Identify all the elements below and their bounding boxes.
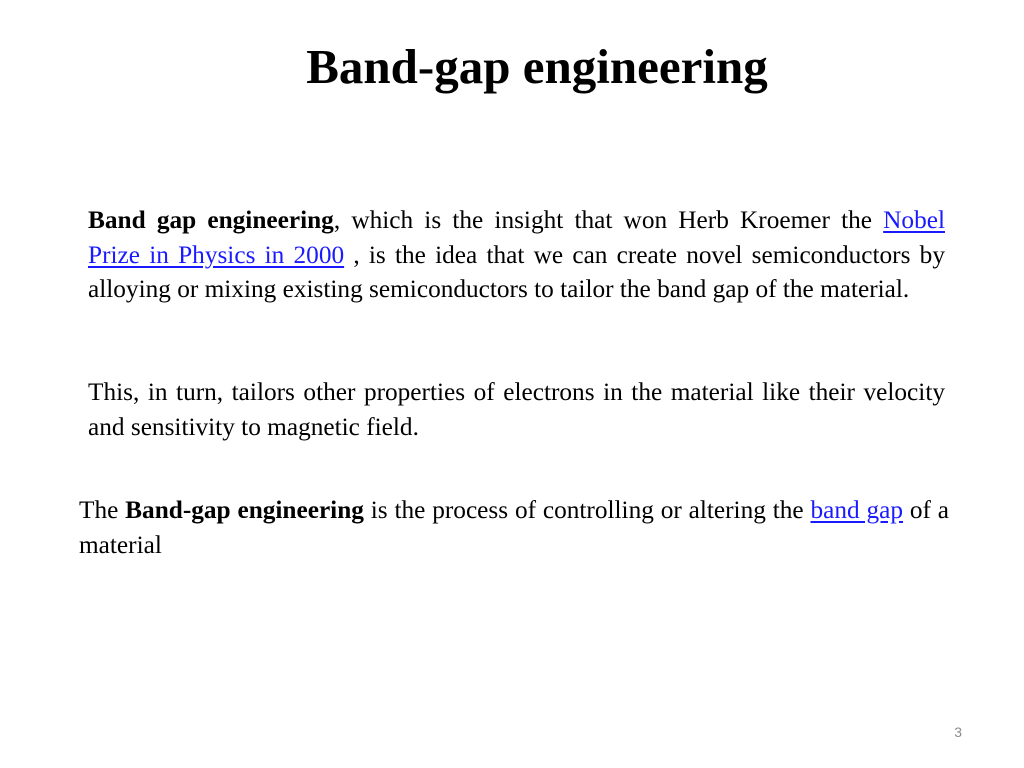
page-number: 3 (954, 724, 962, 740)
bold-term-band-gap-engineering: Band-gap engineering (125, 496, 364, 524)
paragraph-properties: This, in turn, tailors other properties of electrons in the material like their velocity and sensitivity to magnetic field. (88, 378, 945, 441)
paragraph-kroemer (88, 203, 945, 307)
band-gap-link[interactable]: band gap (810, 496, 904, 524)
paragraph-text: is the process of controlling or altering the (363, 496, 811, 524)
nobel-prize-link[interactable]: Nobel Prize in Physics in 2000 (88, 206, 945, 269)
paragraph-definition (79, 493, 949, 562)
slide-title: Band-gap engineering (306, 39, 768, 94)
paragraph-text: The (79, 496, 126, 524)
paragraph-text: of a material (79, 496, 949, 559)
paragraph-text: , is the idea that we can create novel semiconductors by alloying or mixing existing semiconductors to tailor the band gap of the material. (88, 240, 945, 303)
bold-term-band-gap-engineering: Band gap engineering (88, 206, 334, 234)
paragraph-text: , which is the insight that won Herb Kroemer the (333, 206, 884, 234)
